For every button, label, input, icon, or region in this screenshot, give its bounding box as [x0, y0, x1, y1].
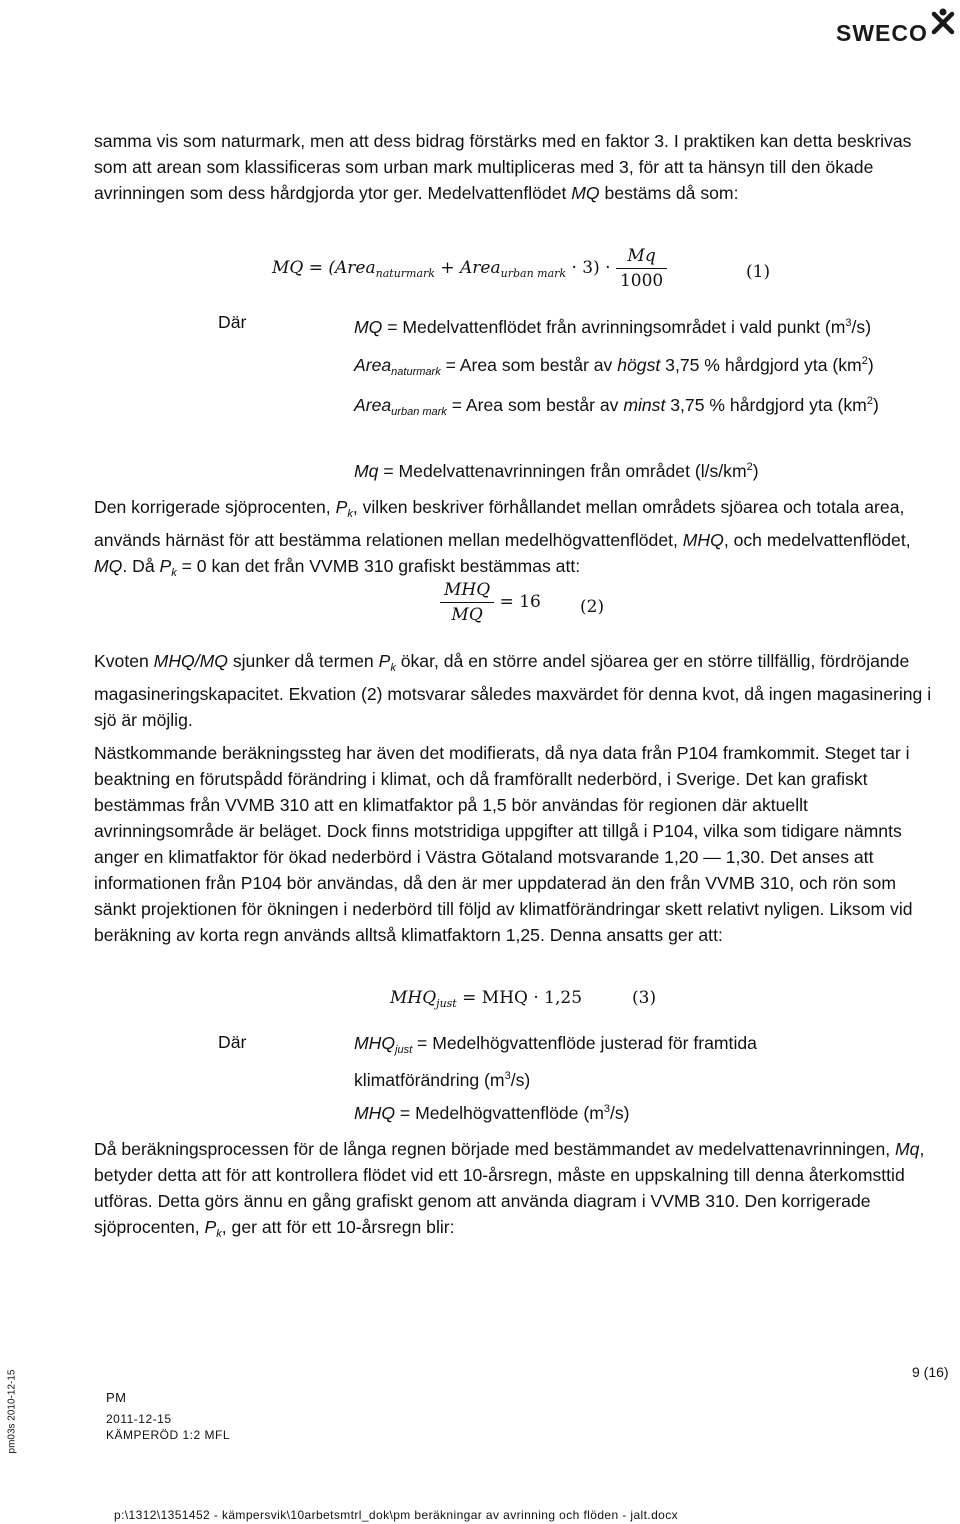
sweco-logo — [836, 6, 960, 46]
definition-mq: MQ = Medelvattenflödet från avrinningsområdet i vald punkt $(m^3/s)$ — [354, 317, 872, 337]
equation-3: $MHQ_{just}$ = MHQ · 1,25 — [390, 988, 583, 1010]
dar-label-2: Där — [218, 1032, 247, 1052]
footer-project: KÄMPERÖD 1:2 MFL — [106, 1428, 231, 1442]
paragraph-intro: samma vis som naturmark, men att dess bidrag förstärks med en faktor 3. I praktiken kan detta beskrivas som att arean som klassificeras som urban mark multipliceras med 3, för att ta hänsyn till den ökade avrinningen som dess hårdgjorda ytor ger. Medelvattenflödet MQ bestäms då som: — [94, 131, 912, 203]
paragraph-kvoten: Kvoten MHQ/MQ sjunker då termen $P_k$ ökar, då en större andel sjöarea ger en större tillfällig, fördröjande magasineringskapacitet. Ekvation (2) motsvarar således maxvärdet för denna kvot, då ingen magasinering i sjö är möjlig. — [94, 651, 932, 730]
page-number: 9 (16) — [912, 1364, 949, 1380]
paragraph-klimatfaktor: Nästkommande beräkningssteg har även det modifierats, då nya data från P104 framkommit. Steget tar i beaktning en förutspådd förändring i klimat, och då framförallt nederbörd, i Sverige. Det kan grafiskt bestämmas från VVMB 310 att en klimatfaktor på 1,5 bör användas för regionen där aktuellt avrinningsområde är beläget. Dock finns motstridiga uppgifter att tillgå i P104, vilka som tidigare nämnts anger en klimatfaktor för ökad nederbörd i Västra Götaland motsvarande 1,20 — 1,30. Det anses att informationen från P104 bör användas, då den är mer uppdaterad än den från VVMB 310, och rön som sänkt projektionen för ökningen i nederbörd till följd av klimatförändringar skett relativt nyligen. Liksom vid beräkning av korta regn används alltså klimatfaktorn 1,25. Denna ansatts ger att: — [94, 743, 913, 945]
equation-2: $\frac{\text{MHQ}}{MQ}$ = 16 — [440, 580, 541, 625]
equation-2-fraction: $\frac{\text{MHQ}}{MQ}$ — [440, 580, 494, 625]
definition-mhq-just: $MHQ_{just}$ = Medelhögvattenflöde justerad för framtida klimatförändring $(m^3/s)$ — [354, 1033, 757, 1090]
equation-1-number: (1) — [746, 262, 771, 282]
definition-mq-lower: Mq = Medelvattenavrinningen från området $(l/s/km^2)$ — [354, 461, 759, 481]
equation-1: MQ = (Area$_{naturmark}$ + Area$_{urban mark}$ · 3) · $\frac{Mq}{1000}$ — [272, 246, 667, 291]
paragraph-sjoprocent: Den korrigerade sjöprocenten, $P_k$, vilken beskriver förhållandet mellan områdets sjöarea och totala area, används härnäst för att bestämma relationen mellan medelhögvattenflödet, MHQ, och medelvattenflödet, MQ. Då $P_k = 0$ kan det från VVMB 310 grafiskt bestämmas att: — [94, 497, 911, 579]
equation-2-number: (2) — [580, 597, 605, 617]
side-template-code: pm03s 2010-12-15 — [6, 1369, 18, 1454]
footer-date: 2011-12-15 — [106, 1412, 172, 1426]
equation-1-fraction: $\frac{Mq}{1000}$ — [616, 246, 667, 291]
equation-3-number: (3) — [632, 988, 657, 1008]
definition-mhq: MHQ = Medelhögvattenflöde $(m^3/s)$ — [354, 1103, 630, 1123]
dar-label: Där — [218, 312, 247, 332]
footer-doc-type: PM — [106, 1390, 127, 1405]
sweco-star-icon — [928, 8, 958, 38]
definition-area-naturmark: Area$_{naturmark}$ = Area som består av högst 3,75 % hårdgjord yta $(km^2)$ — [354, 355, 874, 378]
footer-file-path: p:\1312\1351452 - kämpersvik\10arbetsmtrl_dok\pm beräkningar av avrinning och flöden - jalt.docx — [114, 1508, 679, 1522]
definition-area-urban: Area$_{urban mark}$ = Area som består av minst 3,75 % hårdgjord yta $(km^2)$ — [354, 395, 879, 418]
logo-text: SWECO — [836, 20, 928, 46]
paragraph-10-arsregn: Då beräkningsprocessen för de långa regnen började med bestämmandet av medelvattenavrinningen, Mq, betyder detta att för att kontrollera flödet vid ett 10-årsregn, måste en uppskalning till denna återkomsttid utföras. Detta görs ännu en gång grafiskt genom att använda diagram i VVMB 310. Den korrigerade sjöprocenten, $P_k$, ger att för ett 10-årsregn blir: — [94, 1139, 925, 1240]
